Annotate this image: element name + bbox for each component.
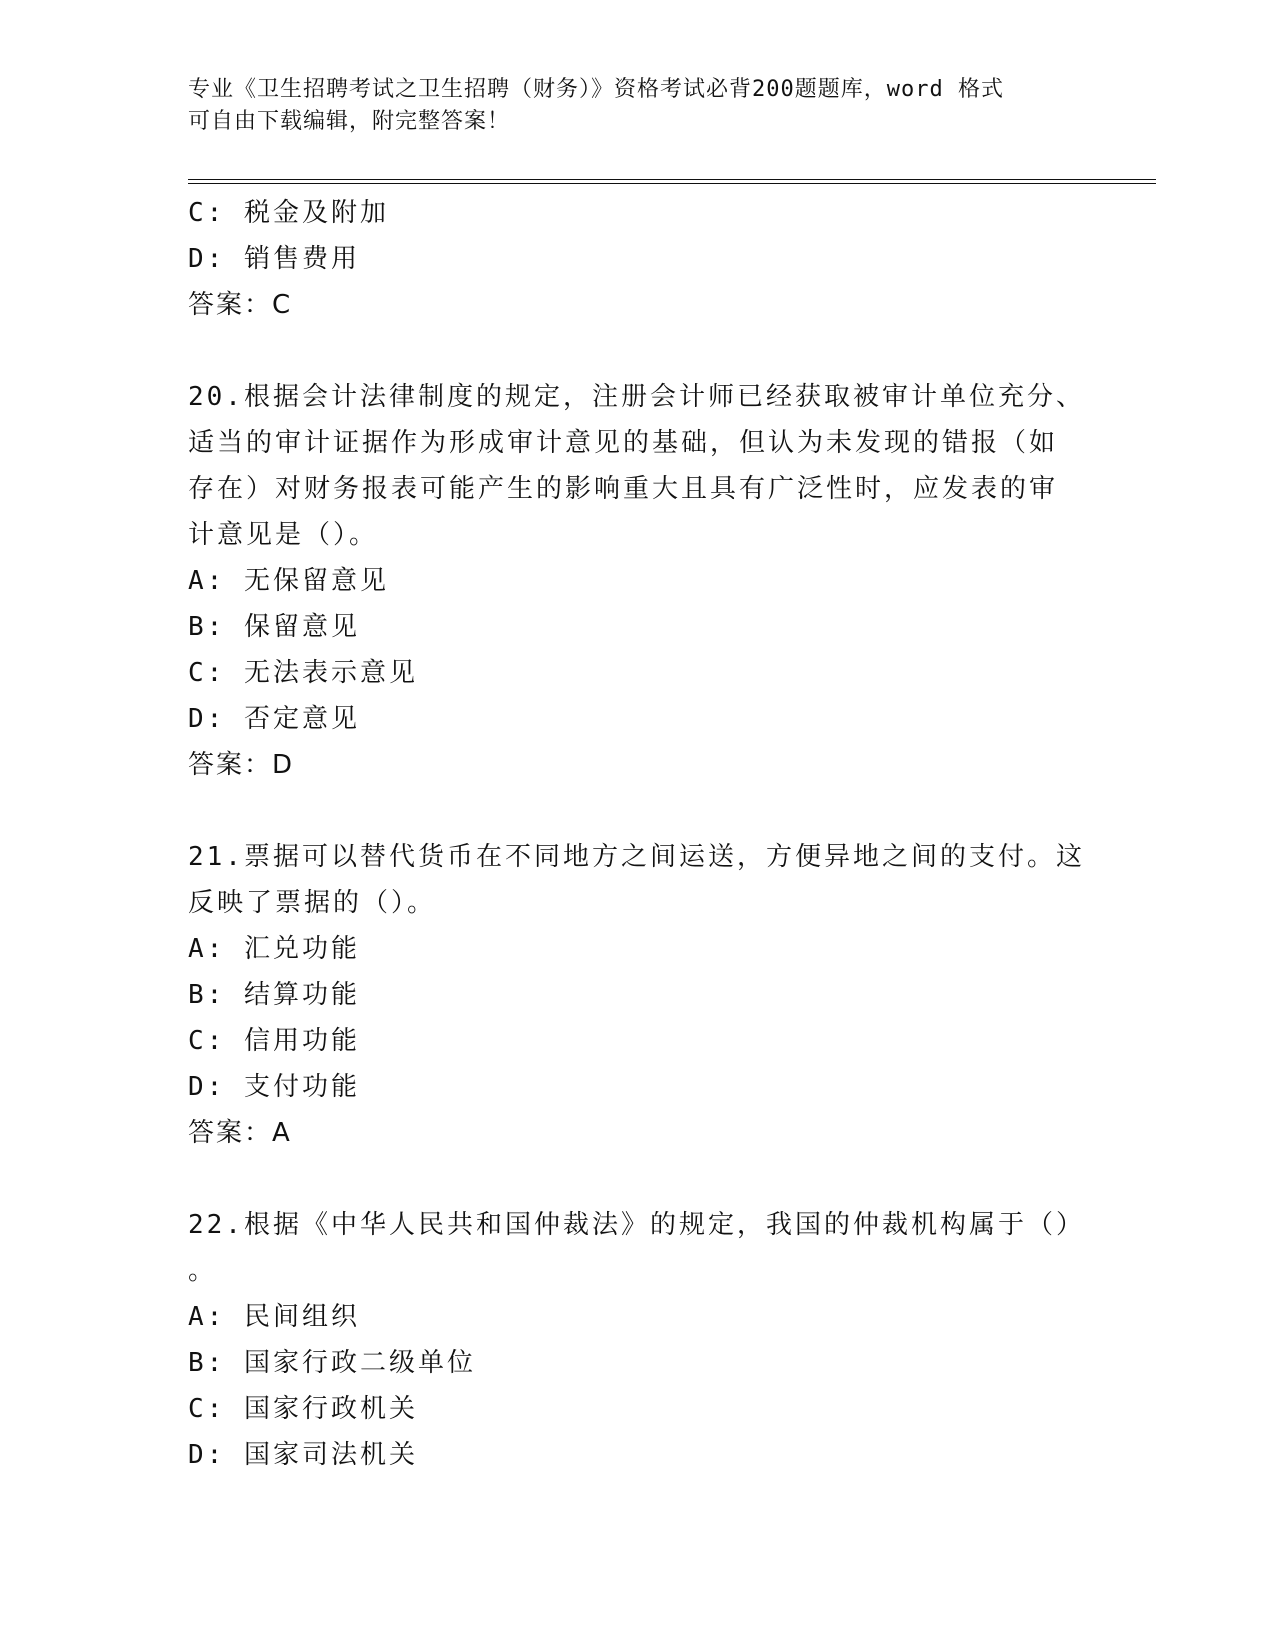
question-text-line: 反映了票据的（）。 xyxy=(188,888,437,918)
question-text-line: 存在）对财务报表可能产生的影响重大且具有广泛性时，应发表的审 xyxy=(188,474,1059,504)
option-a: A: 汇兑功能 xyxy=(188,934,360,964)
option-d: D: 支付功能 xyxy=(188,1072,360,1102)
header-line-1: 专业《卫生招聘考试之卫生招聘（财务）》资格考试必背200题题库，word 格式 xyxy=(188,77,1004,102)
option-c: C: 税金及附加 xyxy=(188,198,389,228)
question-text-line: 21.票据可以替代货币在不同地方之间运送，方便异地之间的支付。这 xyxy=(188,842,1085,872)
question-22 xyxy=(188,1202,1088,1478)
option-c: C: 信用功能 xyxy=(188,1026,360,1056)
option-c: C: 无法表示意见 xyxy=(188,658,418,688)
option-b: B: 保留意见 xyxy=(188,612,360,642)
previous-question-tail xyxy=(188,190,1088,328)
answer: 答案：A xyxy=(188,1118,292,1148)
option-b: B: 国家行政二级单位 xyxy=(188,1348,476,1378)
option-d: D: 国家司法机关 xyxy=(188,1440,418,1470)
page-header xyxy=(188,74,1088,138)
question-text-line: 22.根据《中华人民共和国仲裁法》的规定，我国的仲裁机构属于（） xyxy=(188,1210,1085,1240)
answer: 答案：C xyxy=(188,290,293,320)
question-21 xyxy=(188,834,1088,1156)
document-body xyxy=(188,190,1088,1478)
question-text-line: 计意见是（）。 xyxy=(188,520,379,550)
option-a: A: 民间组织 xyxy=(188,1302,360,1332)
header-rule-bottom xyxy=(188,183,1156,184)
option-b: B: 结算功能 xyxy=(188,980,360,1010)
header-line-2: 可自由下载编辑，附完整答案！ xyxy=(188,109,511,134)
answer: 答案：D xyxy=(188,750,295,780)
question-text-line: 。 xyxy=(188,1256,218,1286)
option-d: D: 否定意见 xyxy=(188,704,360,734)
question-text-line: 适当的审计证据作为形成审计意见的基础，但认为未发现的错报（如 xyxy=(188,428,1059,458)
question-20 xyxy=(188,374,1088,788)
option-c: C: 国家行政机关 xyxy=(188,1394,418,1424)
header-rule-top xyxy=(188,179,1156,180)
option-d: D: 销售费用 xyxy=(188,244,360,274)
option-a: A: 无保留意见 xyxy=(188,566,389,596)
question-text-line: 20.根据会计法律制度的规定，注册会计师已经获取被审计单位充分、 xyxy=(188,382,1085,412)
